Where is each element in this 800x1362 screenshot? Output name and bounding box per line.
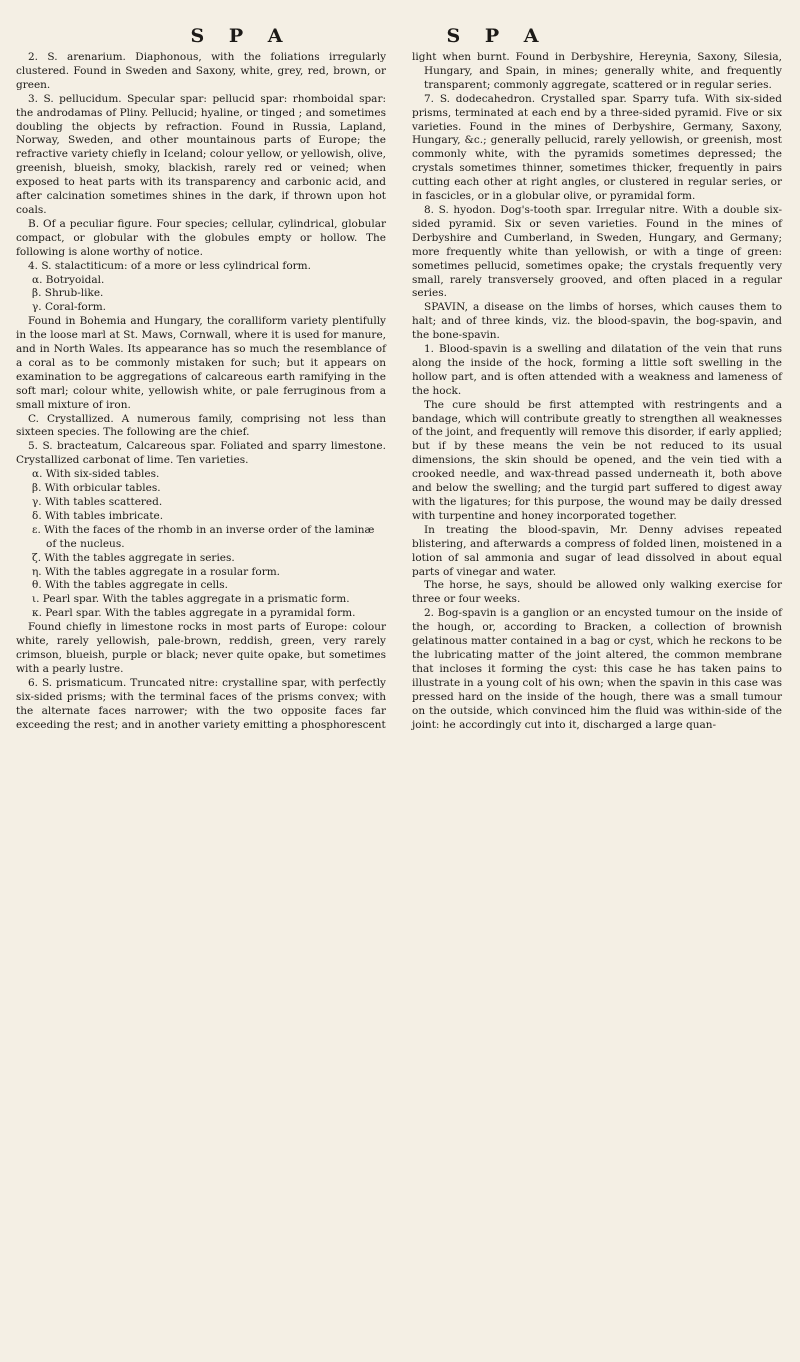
left-running-header: S P A [190, 25, 292, 47]
variety-item: δ. With tables imbricate. [32, 509, 164, 522]
walking-exercise: The horse, he says, should be allowed only walking exercise for three or four weeks. [412, 579, 782, 606]
variety-item: θ. With the tables aggregate in cells. [32, 579, 228, 592]
section-b-peculiar-figure: B. Of a peculiar figure. Four species; cellular, cylindrical, globular compact, or globular with the globules empty or hollow. The following is alone worthy of notice. [16, 217, 386, 258]
entry-s-prismaticum: 6. S. prismaticum. Truncated nitre: crystalline spar, with perfectly six-sided prisms; with the terminal faces of the prisms convex; with the alternate faces narrower; with the two opposite faces far exceeding the rest; and in another variety emitting a phosphorescent [16, 676, 386, 731]
blood-spavin: 1. Blood-spavin is a swelling and dilatation of the vein that runs along the inside of the hock, forming a little soft swelling in the hollow part, and is often attended with a weakness and lameness of the hock. [412, 343, 782, 397]
entry-s-arenarium: 2. S. arenarium. Diaphonous, with the foliations irregularly clustered. Found in Sweden and Saxony, white, grey, red, brown, or green. [16, 51, 386, 91]
entry-s-dodecahedron: 7. S. dodecahedron. Crystalled spar. Sparry tufa. With six-sided prisms, terminated at each end by a three-sided pyramid. Five or six varieties. Found in the mines of Derbyshire, Germany, Saxony, Hungary, &c.; generally pellucid, rarely yellowish, or greenish, most commonly white, with the pyramids sometimes depressed; the crystals sometimes thinner, sometimes thicker, frequently in pairs cutting each other at right angles, or clustered in regular series, or in fascicles, or in a globular olive, or pyramidal form. [412, 92, 782, 203]
right-column [412, 26, 782, 732]
variety-item: ζ. With the tables aggregate in series. [32, 551, 235, 564]
blood-spavin-cure: The cure should be first attempted with restringents and a bandage, which will contribute greatly to strengthen all weaknesses of the joint, and frequently will remove this disorder, if early applied; but if by these means the vein be not reduced to its usual dimensions, the skin should be opened, and the vein tied with a crooked needle, and wax-thread passed underneath it, both above and below the swelling; and the turgid part suffered to digest away with the ligatures; for this purpose, the wound may be daily dressed with turpentine and honey incorporated together. [412, 398, 782, 522]
variety-item: ε. With the faces of the rhomb in an inverse order of the laminæ of the nucleus. [32, 523, 375, 550]
variety-item: γ. Coral-form. [32, 301, 107, 314]
entry-spavin: SPAVIN, a disease on the limbs of horses, which causes them to halt; and of three kinds, viz. the blood-spavin, the bog-spavin, and the bone-spavin. [412, 301, 782, 342]
variety-item: α. Botryoidal. [32, 273, 105, 286]
variety-item: η. With the tables aggregate in a rosular form. [32, 565, 281, 578]
stalactiticum-description: Found in Bohemia and Hungary, the coralliform variety plentifully in the loose marl at St. Maws, Cornwall, where it is used for manure, and in North Wales. Its appearance has so much the resemblance of a coral as to be commonly mistaken for such; but it appears on examination to be aggregations of calcareous earth ramifying in the soft marl; colour white, yellowish white, or pale ferruginous from a small mixture of iron. [16, 315, 386, 411]
variety-item: α. With six-sided tables. [32, 468, 160, 481]
entry-s-stalactiticum: 4. S. stalactiticum: of a more or less cylindrical form. [28, 259, 311, 272]
variety-item: ι. Pearl spar. With the tables aggregate in a prismatic form. [32, 593, 350, 606]
variety-item: κ. Pearl spar. With the tables aggregate in a pyramidal form. [32, 607, 356, 620]
entry-s-bracteatum: 5. S. bracteatum, Calcareous spar. Foliated and sparry limestone. Crystallized carbonat of lime. Ten varieties. [16, 440, 386, 467]
denny-treatment: In treating the blood-spavin, Mr. Denny advises repeated blistering, and afterwards a compress of folded linen, moistened in a lotion of sal ammonia and sugar of lead dissolved in about equal parts of vinegar and water. [412, 523, 782, 578]
variety-item: β. With orbicular tables. [32, 482, 161, 495]
right-running-header: S P A [446, 25, 548, 47]
bracteatum-description: Found chiefly in limestone rocks in most parts of Europe: colour white, rarely yellowish, pale-brown, reddish, green, very rarely crimson, blueish, purple or black; never quite opake, but sometimes with a pearly lustre. [16, 621, 386, 675]
variety-item: β. Shrub-like. [32, 287, 104, 300]
entry-s-pellucidum: 3. S. pellucidum. Specular spar: pellucid spar: rhomboidal spar: the androdamas of Pliny. Pellucid; hyaline, or tinged ; and sometimes doubling the objects by refraction. Found in Russia, Lapland, Norway, Sweden, and other mountainous parts of Europe; the refractive variety chiefly in Iceland; colour yellow, or yellowish, olive, greenish, blueish, smoky, blackish, rarely red or veined; when exposed to heat parts with its transparency and carbonic acid, and after calcination sometimes shines in the dark, if thrown upon hot coals. [16, 92, 386, 216]
section-c-crystallized: C. Crystallized. A numerous family, comprising not less than sixteen species. The following are the chief. [16, 412, 386, 439]
prismaticum-continuation: light when burnt. Found in Derbyshire, Hereynia, Saxony, Silesia, Hungary, and Spain, in mines; generally white, and frequently transparent; commonly aggregate, scattered or in regular series. [412, 51, 782, 91]
bog-spavin: 2. Bog-spavin is a ganglion or an encysted tumour on the inside of the hough, or, according to Bracken, a collection of brownish gelatinous matter contained in a bag or cyst, which he reckons to be the lubricating matter of the joint altered, the common membrane that incloses it forming the cyst: this case he has taken pains to illustrate in a young colt of his own; when the spavin in this case was pressed hard on the inside of the hough, there was a small tumour on the outside, which convinced him the fluid was within-side of the joint: he accordingly cut into it, discharged a large quan- [412, 607, 782, 731]
left-column [16, 26, 386, 732]
variety-item: γ. With tables scattered. [32, 496, 163, 508]
entry-s-hyodon: 8. S. hyodon. Dog's-tooth spar. Irregular nitre. With a double six-sided pyramid. Six or seven varieties. Found in the mines of Derbyshire and Cumberland, in Sweden, Hungary, and Germany; more frequently white than yellowish, or with a tinge of green: sometimes pellucid, sometimes opake; the crystals frequently very small, rarely transversely grooved, and often placed in a regular series. [412, 203, 782, 300]
